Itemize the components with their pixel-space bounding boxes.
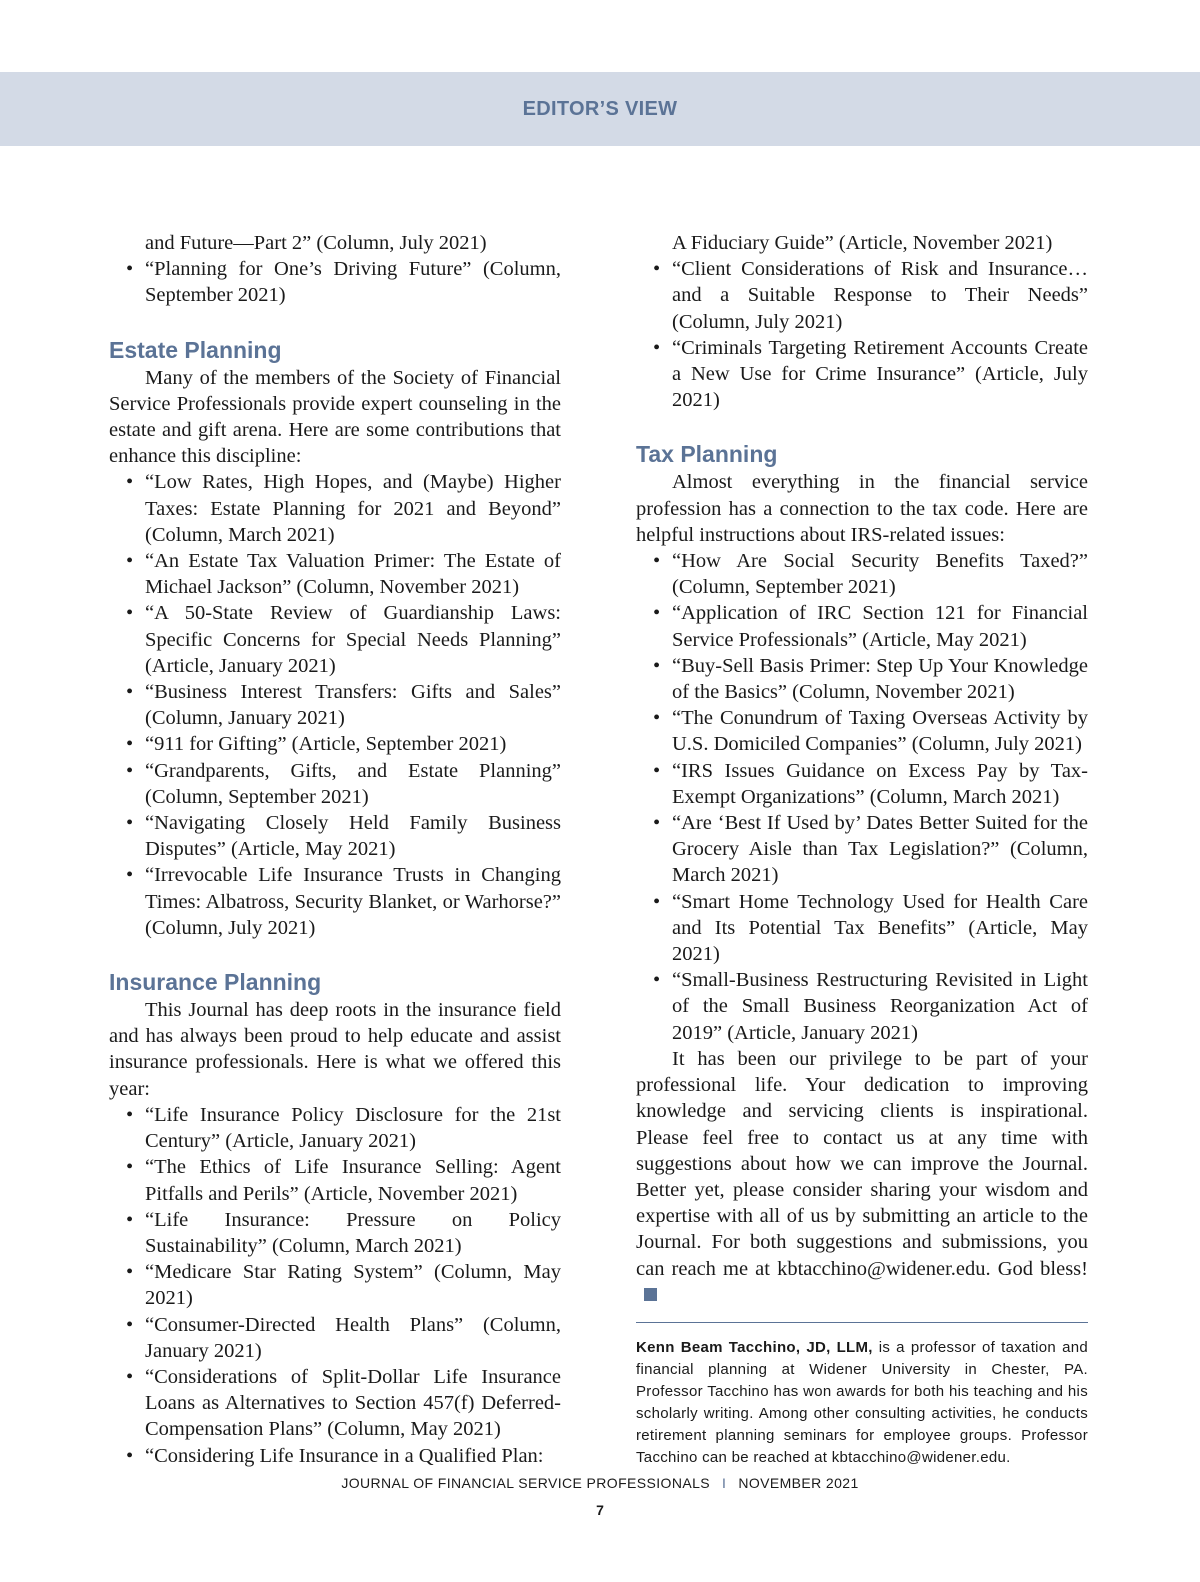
author-bio-text: is a professor of taxation and financial planning at Widener University in Chester, PA. Professor Tacchino has won awards for both his teaching and his scholarly writing. Among other consulting activities, he conducts retirement planning seminars for employee groups. Professor Tacchino can be reached at kbtacchino@widener.edu. [636,1338,1088,1466]
list-item: • “How Are Social Security Benefits Taxed?” (Column, September 2021) [653,550,1088,599]
tax-intro: Almost everything in the financial service profession has a connection to the tax code. Here are helpful instructions about IRS-related issues: [636,471,1088,546]
list-item: • “A 50-State Review of Guardianship Laws: Specific Concerns for Special Needs Planning” (Article, January 2021) [126,602,561,677]
left-column [109,230,561,1469]
tax-list [636,548,1088,1046]
list-item: • “The Ethics of Life Insurance Selling: Agent Pitfalls and Perils” (Article, November 2021) [126,1156,561,1205]
list-item: • “Low Rates, High Hopes, and (Maybe) Higher Taxes: Estate Planning for 2021 and Beyond” (Column, March 2021) [126,471,561,546]
list-item: • “Application of IRC Section 121 for Financial Service Professionals” (Article, May 2021) [653,602,1088,651]
footer-separator: I [722,1475,727,1491]
end-mark-icon [644,1288,657,1301]
continued-list [636,256,1088,413]
tax-planning-heading: Tax Planning [636,441,778,468]
list-item: • “The Conundrum of Taxing Overseas Activity by U.S. Domiciled Companies” (Column, July 2021) [653,707,1088,756]
page-footer [0,1475,1200,1491]
continued-line: A Fiduciary Guide” (Article, November 2021) [672,232,1053,254]
list-item: • “Life Insurance Policy Disclosure for the 21st Century” (Article, January 2021) [126,1103,561,1153]
list-item: • “Considering Life Insurance in a Qualified Plan: [126,1444,544,1467]
continued-line: and Future—Part 2” (Column, July 2021) [145,232,487,254]
list-item: • “Smart Home Technology Used for Health Care and Its Potential Tax Benefits” (Article, May 2021) [653,890,1088,966]
list-item: • “Criminals Targeting Retirement Accounts Create a New Use for Crime Insurance” (Article, July 2021) [653,336,1088,412]
right-column [636,230,1088,1469]
issue-date: NOVEMBER 2021 [738,1475,859,1491]
section-banner [0,72,1200,146]
estate-intro: Many of the members of the Society of Financial Service Professionals provide expert counseling in the estate and gift arena. Here are some contributions that enhance this discipline: [109,366,561,468]
list-item: • “Considerations of Split-Dollar Life Insurance Loans as Alternatives to Section 457(f) Deferred-Compensation Plans” (Column, May 2021) [126,1365,561,1441]
author-bio [636,1337,1088,1469]
list-item: • “Buy-Sell Basis Primer: Step Up Your Knowledge of the Basics” (Column, November 2021) [653,654,1088,704]
list-item: • “Irrevocable Life Insurance Trusts in Changing Times: Albatross, Security Blanket, or Warhorse?” (Column, July 2021) [126,864,561,939]
list-item: • “Grandparents, Gifts, and Estate Planning” (Column, September 2021) [126,759,561,808]
divider [636,1322,1088,1323]
estate-planning-heading: Estate Planning [109,336,282,363]
journal-name: JOURNAL OF FINANCIAL SERVICE PROFESSIONALS [341,1475,711,1491]
insurance-list [109,1102,561,1469]
list-item: • “Life Insurance: Pressure on Policy Sustainability” (Column, March 2021) [126,1208,561,1257]
page-number: 7 [596,1502,604,1518]
list-item: • “911 for Gifting” (Article, September 2021) [126,733,507,756]
list-item: • “Client Considerations of Risk and Insurance… and a Suitable Response to Their Needs” (Column, July 2021) [653,258,1088,333]
list-item: • “Medicare Star Rating System” (Column, May 2021) [126,1261,561,1310]
list-item: • “Are ‘Best If Used by’ Dates Better Suited for the Grocery Aisle than Tax Legislation?” (Column, March 2021) [653,812,1088,887]
list-item: • “Consumer-Directed Health Plans” (Column, January 2021) [126,1313,561,1362]
list-item: • “Business Interest Transfers: Gifts and Sales” (Column, January 2021) [126,681,561,730]
list-item: • “An Estate Tax Valuation Primer: The Estate of Michael Jackson” (Column, November 2021) [126,550,561,599]
section-label: EDITOR’S VIEW [522,97,678,120]
estate-list [109,469,561,941]
list-item: • “Planning for One’s Driving Future” (Column, September 2021) [126,258,561,307]
list-item: • “Small-Business Restructuring Revisited in Light of the Small Business Reorganization Act of 2019” (Article, January 2021) [653,969,1088,1044]
insurance-planning-heading: Insurance Planning [109,969,322,996]
insurance-intro: This Journal has deep roots in the insurance field and has always been proud to help educate and assist insurance professionals. Here is what we offered this year: [109,999,561,1100]
list-item: • “Navigating Closely Held Family Business Disputes” (Article, May 2021) [126,812,561,861]
list-item: • “IRS Issues Guidance on Excess Pay by Tax-Exempt Organizations” (Column, March 2021) [653,759,1088,808]
continued-list [109,256,561,308]
closing-paragraph: It has been our privilege to be part of your professional life. Your dedication to improving knowledge and servicing clients is inspirational. Please feel free to contact us at any time with suggestions about how we can improve the Journal. Better yet, please consider sharing your wisdom and expertise with all of us by submitting an article to the Journal. For both suggestions and submissions, you can reach me at kbtacchino@widener.edu. God bless! [636,1046,1088,1308]
author-name: Kenn Beam Tacchino, JD, LLM, [636,1338,873,1356]
